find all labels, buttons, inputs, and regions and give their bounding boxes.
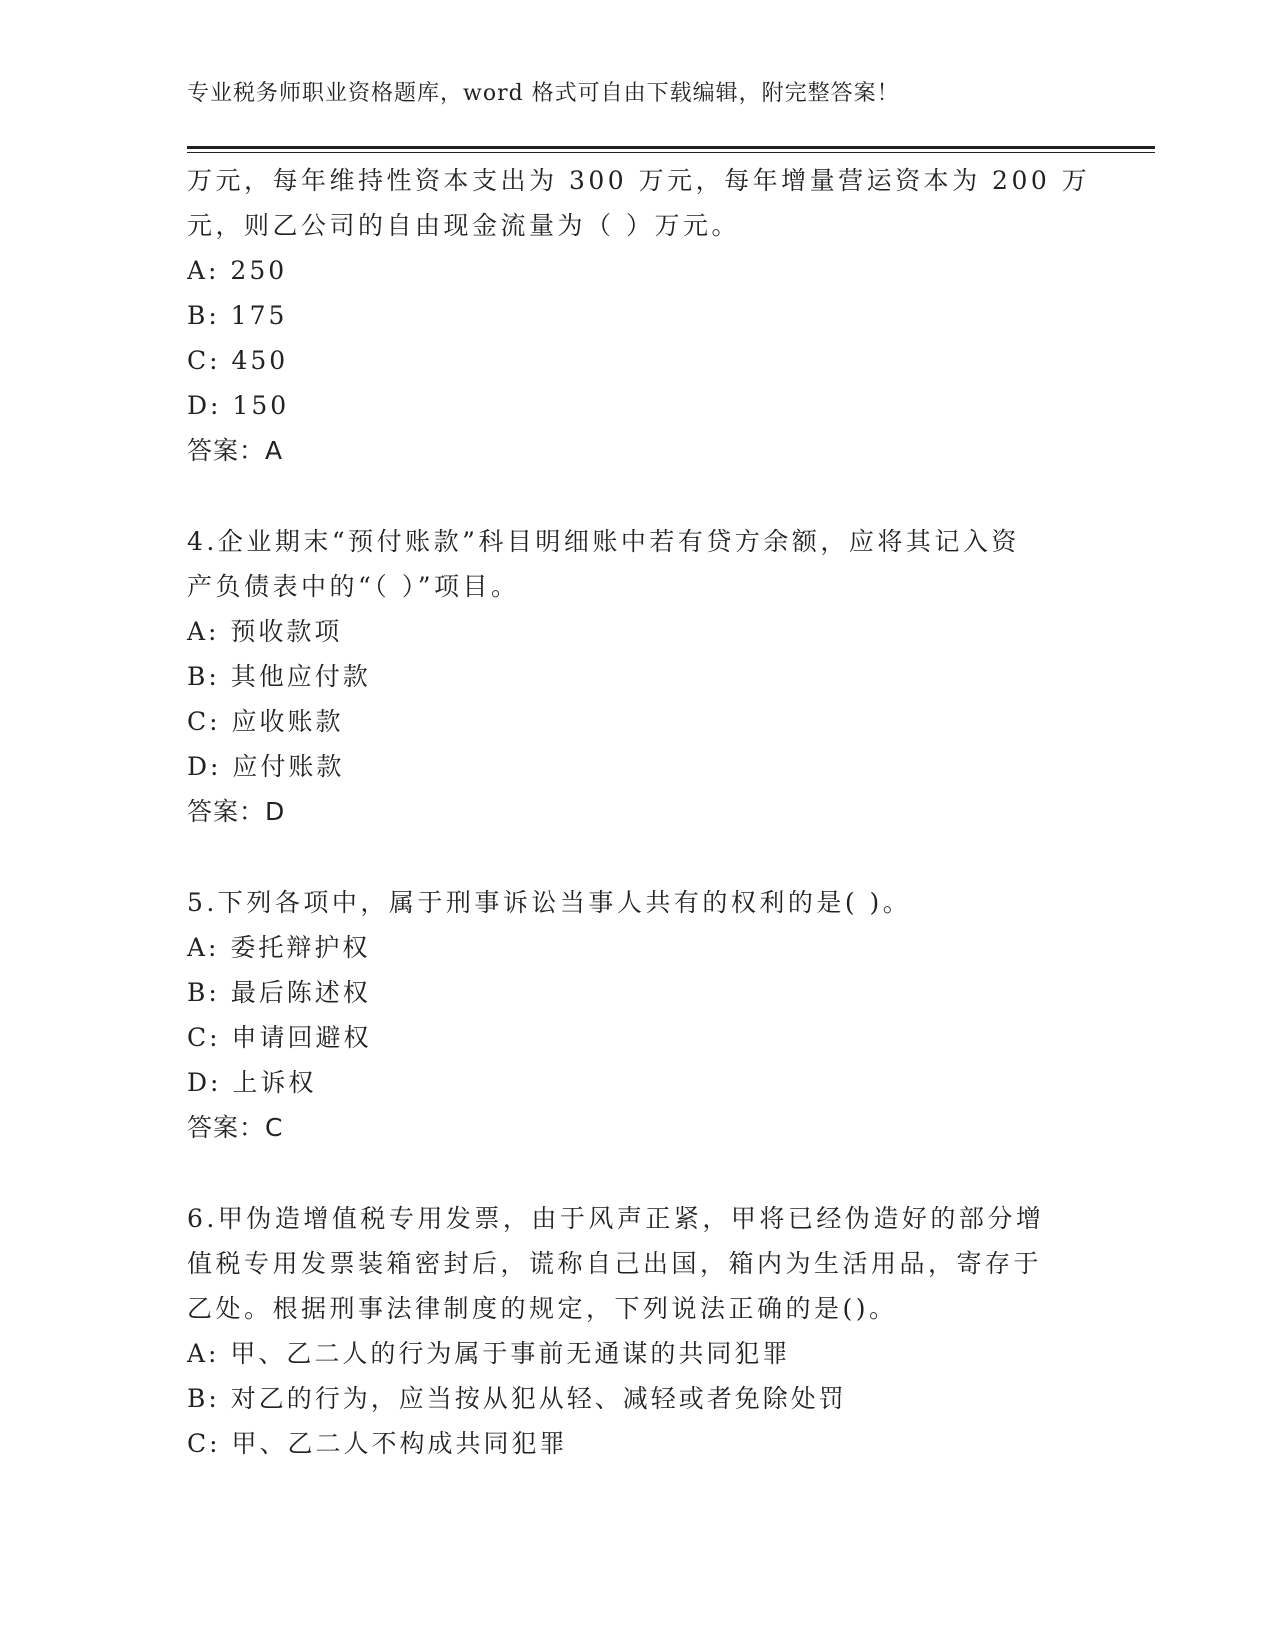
page-header: 专业税务师职业资格题库，word 格式可自由下载编辑，附完整答案！ bbox=[187, 81, 900, 106]
question-text-line: 4.企业期末“预付账款”科目明细账中若有贷方余额，应将其记入资 bbox=[187, 527, 1020, 556]
option-b: B: 175 bbox=[187, 301, 288, 330]
option-c: C: 应收账款 bbox=[187, 707, 344, 736]
question-text-line: 5.下列各项中，属于刑事诉讼当事人共有的权利的是( )。 bbox=[187, 888, 912, 917]
question-6 bbox=[187, 1196, 1087, 1466]
answer: 答案：D bbox=[187, 797, 286, 826]
answer: 答案：A bbox=[187, 436, 284, 465]
option-c: C: 甲、乙二人不构成共同犯罪 bbox=[187, 1429, 568, 1458]
option-c: C: 申请回避权 bbox=[187, 1023, 372, 1052]
option-a: A: 甲、乙二人的行为属于事前无通谋的共同犯罪 bbox=[187, 1339, 791, 1368]
header-rule-thin bbox=[187, 152, 1155, 153]
answer: 答案：C bbox=[187, 1113, 284, 1142]
option-a: A: 预收款项 bbox=[187, 617, 343, 646]
question-text-line: 6.甲伪造增值税专用发票，由于风声正紧，甲将已经伪造好的部分增 bbox=[187, 1204, 1045, 1233]
question-content bbox=[187, 158, 1091, 1466]
question-text-line: 万元，每年维持性资本支出为 300 万元，每年增量营运资本为 200 万 bbox=[187, 166, 1091, 195]
option-d: D: 上诉权 bbox=[187, 1068, 317, 1097]
option-b: B: 最后陈述权 bbox=[187, 978, 371, 1007]
question-5 bbox=[187, 880, 1087, 1150]
question-text-line: 元，则乙公司的自由现金流量为（ ）万元。 bbox=[187, 211, 740, 240]
option-d: D: 应付账款 bbox=[187, 752, 345, 781]
header-rule-thick bbox=[187, 146, 1155, 149]
question-text-line: 值税专用发票装箱密封后，谎称自己出国，箱内为生活用品，寄存于 bbox=[187, 1249, 1043, 1278]
question-text-line: 产负债表中的“（ ）”项目。 bbox=[187, 572, 520, 601]
option-c: C: 450 bbox=[187, 346, 289, 375]
option-b: B: 其他应付款 bbox=[187, 662, 371, 691]
question-text-line: 乙处。根据刑事法律制度的规定，下列说法正确的是()。 bbox=[187, 1294, 898, 1323]
option-b: B: 对乙的行为，应当按从犯从轻、减轻或者免除处罚 bbox=[187, 1384, 847, 1413]
option-a: A: 委托辩护权 bbox=[187, 933, 371, 962]
question-3 bbox=[187, 158, 1091, 473]
option-d: D: 150 bbox=[187, 391, 290, 420]
option-a: A: 250 bbox=[187, 256, 288, 285]
question-4 bbox=[187, 519, 1087, 834]
